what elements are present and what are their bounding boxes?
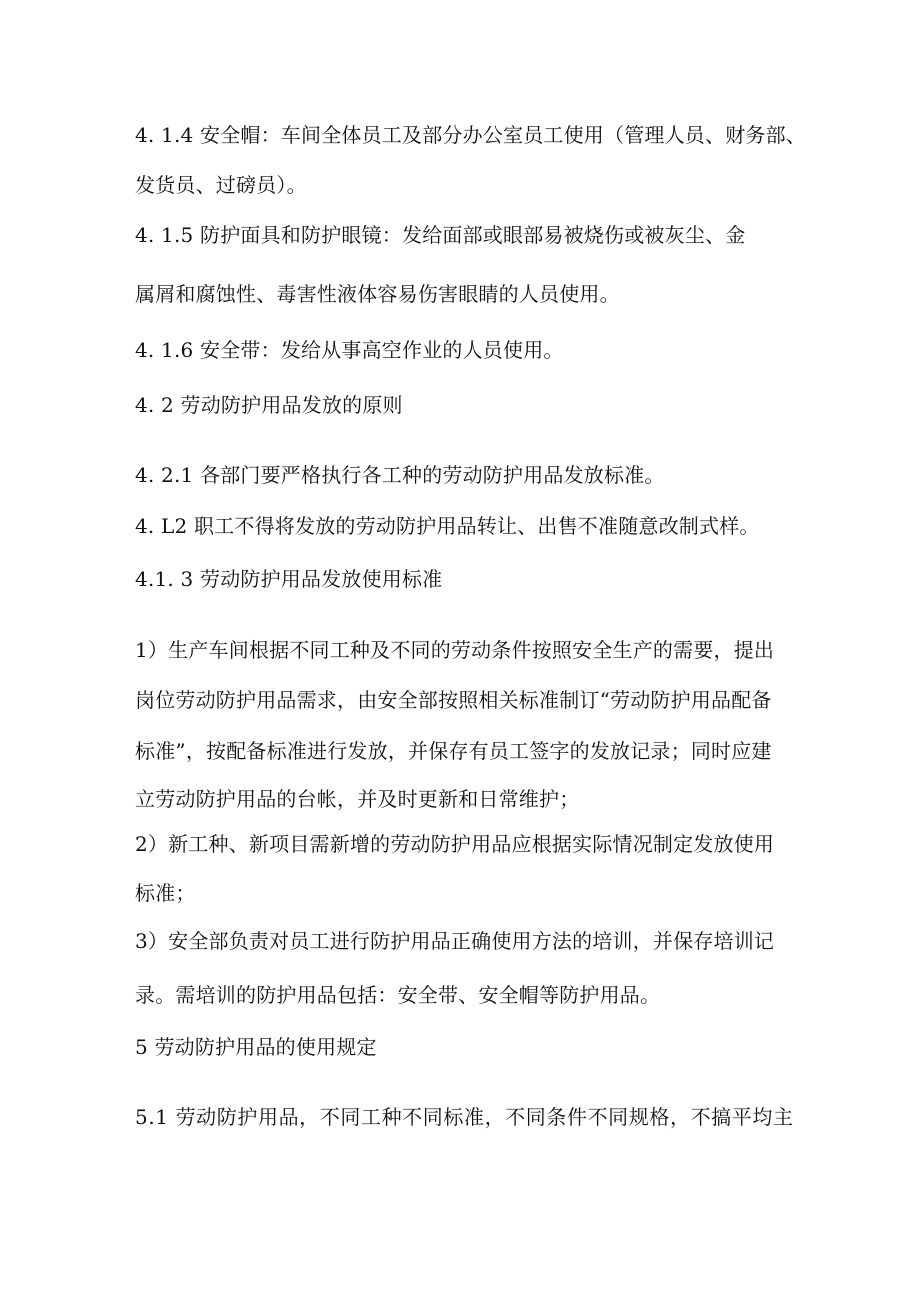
- text-line-4-1-4-cont: 发货员、过磅员）。: [135, 173, 307, 197]
- section-heading-4-1-3: 4.1. 3 劳动防护用品发放使用标准: [135, 567, 443, 591]
- text-line-4-1-6: 4. 1.6 安全带：发给从事高空作业的人员使用。: [135, 338, 564, 362]
- list-item-2-line-2: 标准；: [135, 881, 196, 905]
- section-heading-5: 5 劳动防护用品的使用规定: [135, 1035, 377, 1059]
- text-line-4-1-4: 4. 1.4 安全帽：车间全体员工及部分办公室员工使用（管理人员、财务部、: [135, 123, 807, 147]
- list-item-1-line-1: 1）生产车间根据不同工种及不同的劳动条件按照安全生产的需要，提出: [135, 638, 775, 662]
- list-item-2-line-1: 2）新工种、新项目需新增的劳动防护用品应根据实际情况制定发放使用: [135, 832, 775, 856]
- list-item-3-line-2: 录。需培训的防护用品包括：安全带、安全帽等防护用品。: [135, 983, 661, 1007]
- section-heading-4-2: 4. 2 劳动防护用品发放的原则: [135, 393, 403, 417]
- text-line-4-2-1: 4. 2.1 各部门要严格执行各工种的劳动防护用品发放标准。: [135, 463, 665, 487]
- list-item-1-line-3: 标准”，按配备标准进行发放，并保存有员工签字的发放记录；同时应建: [135, 739, 772, 763]
- list-item-1-line-2: 岗位劳动防护用品需求，由安全部按照相关标准制订“劳动防护用品配备: [135, 688, 772, 712]
- list-item-1-line-4: 立劳动防护用品的台帐，并及时更新和日常维护；: [135, 787, 580, 811]
- list-item-3-line-1: 3）安全部负责对员工进行防护用品正确使用方法的培训，并保存培训记: [135, 929, 775, 953]
- text-line-4-1-5: 4. 1.5 防护面具和防护眼镜：发给面部或眼部易被烧伤或被灰尘、金: [135, 223, 746, 247]
- text-line-4-l2: 4. L2 职工不得将发放的劳动防护用品转让、出售不准随意改制式样。: [135, 514, 760, 538]
- text-line-5-1: 5.1 劳动防护用品，不同工种不同标准，不同条件不同规格，不搞平均主: [135, 1105, 794, 1129]
- text-line-4-1-5-cont: 属屑和腐蚀性、毒害性液体容易伤害眼睛的人员使用。: [135, 282, 620, 306]
